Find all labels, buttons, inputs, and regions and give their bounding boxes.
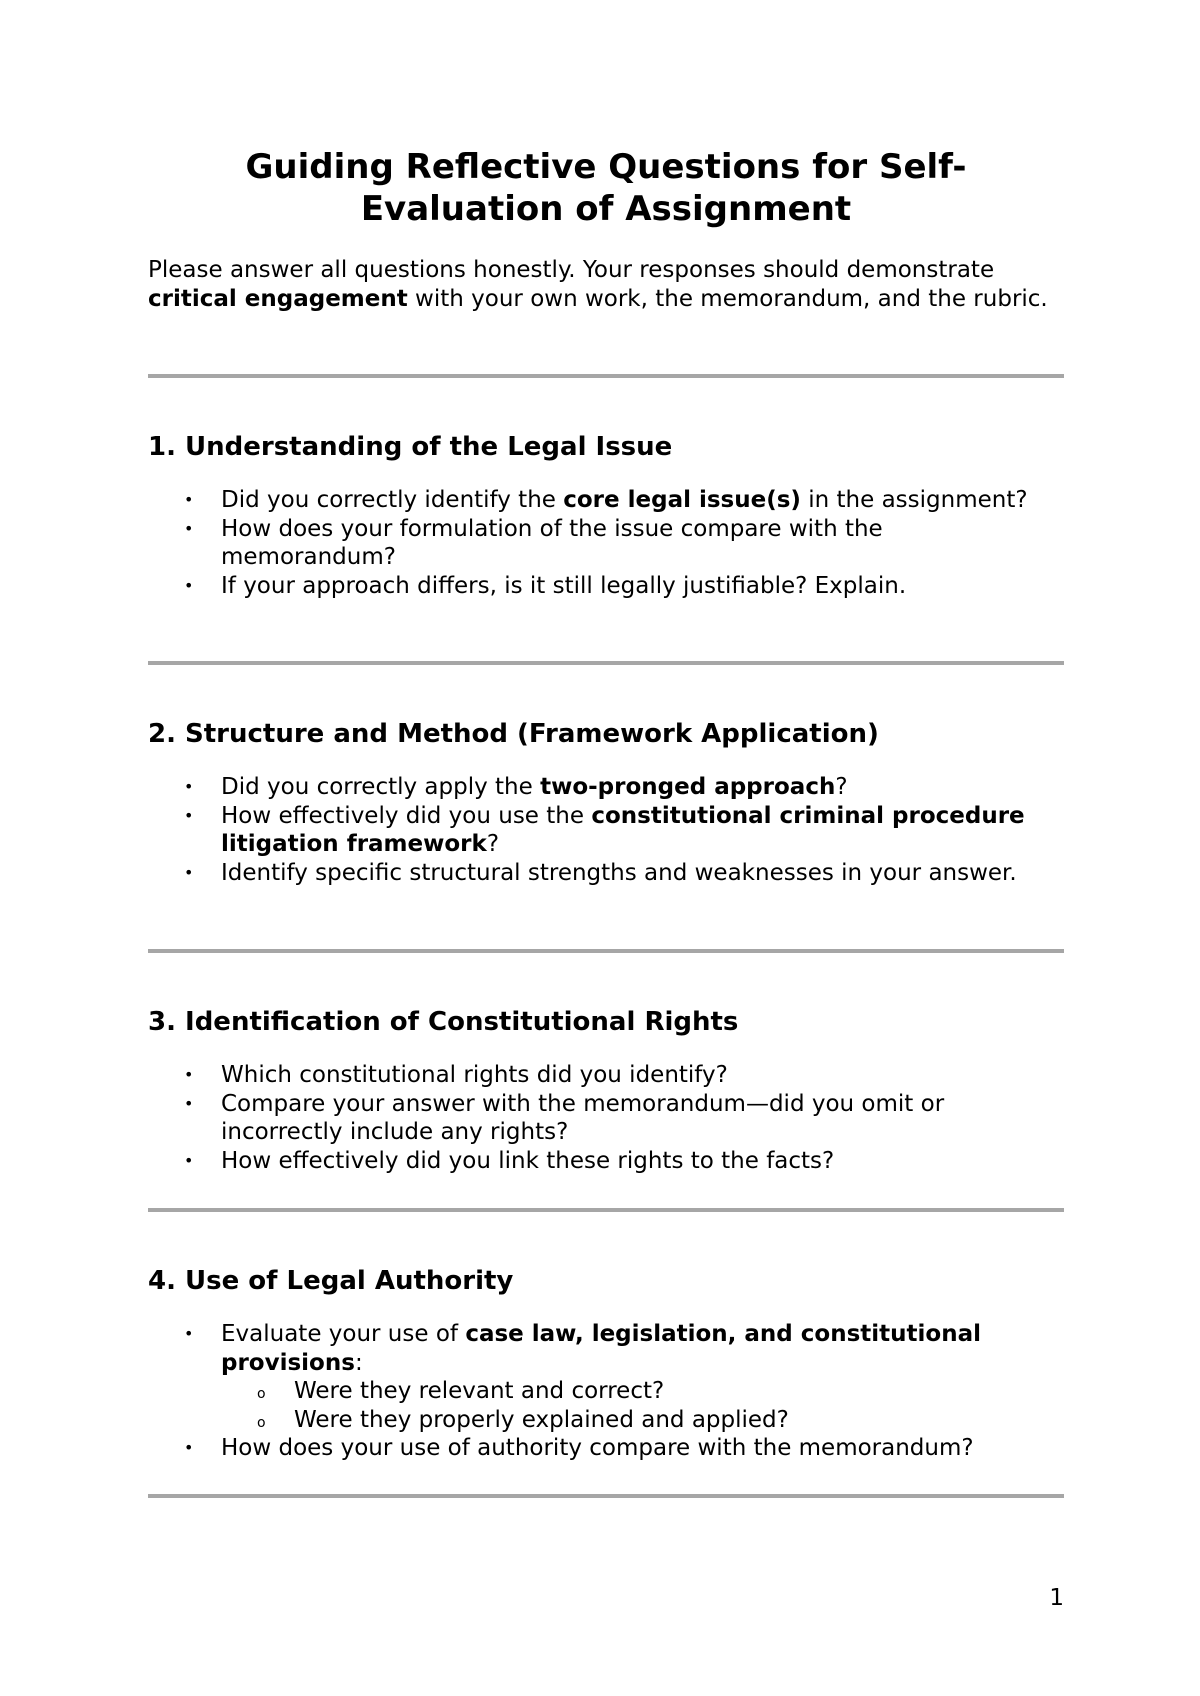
item-text: Identify specific structural strengths and weaknesses in your answer. — [221, 859, 1017, 886]
circle-bullet-icon: o — [257, 1414, 266, 1431]
divider — [148, 1494, 1064, 1498]
item-text: How does your use of authority compare with the memorandum? — [221, 1435, 974, 1461]
divider — [148, 661, 1064, 665]
intro-paragraph — [148, 256, 1064, 314]
bullet-icon: • — [184, 862, 194, 882]
item-text: ? — [835, 774, 848, 800]
item-text: How does your formulation of the issue compare with the memorandum? — [221, 515, 883, 570]
section-structure-method — [148, 718, 1064, 887]
list-item — [148, 1320, 1064, 1434]
document-page — [148, 0, 1064, 1696]
section-heading: 2. Structure and Method (Framework Application) — [148, 719, 879, 749]
item-bold: constitutional criminal procedure litigation framework — [221, 802, 1025, 857]
sub-list-item — [221, 1406, 1064, 1435]
item-text: Compare your answer with the memorandum—did you omit or incorrectly include any rights? — [221, 1090, 945, 1145]
divider — [148, 1208, 1064, 1212]
intro-text-1: Please answer all questions honestly. Your responses should demonstrate — [148, 257, 995, 283]
section-heading: 1. Understanding of the Legal Issue — [148, 432, 673, 462]
list-item — [148, 1147, 1064, 1176]
bullet-icon: • — [184, 805, 194, 825]
document-title — [148, 146, 1064, 230]
sub-list-item — [221, 1377, 1064, 1406]
item-text: If your approach differs, is it still legally justifiable? Explain. — [221, 572, 907, 599]
circle-bullet-icon: o — [257, 1386, 266, 1402]
item-bold: two-pronged approach — [540, 774, 836, 800]
title-line-1: Guiding Reflective Questions for Self- — [245, 147, 967, 187]
bullet-icon: • — [184, 1065, 194, 1084]
item-text: : — [354, 1349, 363, 1376]
bullet-icon: • — [184, 490, 194, 509]
bullet-list — [148, 1061, 1064, 1175]
list-item — [148, 1061, 1064, 1090]
divider — [148, 949, 1064, 953]
bullet-icon: • — [184, 1324, 194, 1343]
section-heading: 4. Use of Legal Authority — [148, 1266, 514, 1296]
bullet-icon: • — [184, 1093, 194, 1113]
list-item — [148, 859, 1064, 888]
intro-bold: critical engagement — [148, 286, 408, 312]
item-bold: core legal issue(s) — [563, 487, 801, 513]
item-text: How effectively did you use the — [221, 802, 592, 829]
item-text: Did you correctly apply the — [221, 774, 541, 800]
bullet-list — [148, 1320, 1064, 1463]
list-item — [148, 515, 1064, 572]
list-item — [148, 773, 1064, 802]
bullet-list — [148, 486, 1064, 600]
bullet-list — [148, 773, 1064, 887]
item-text: Did you correctly identify the — [221, 487, 564, 513]
bullet-icon: • — [184, 518, 194, 538]
list-item — [148, 802, 1064, 859]
item-text: Were they relevant and correct? — [294, 1378, 665, 1404]
item-text: ? — [486, 831, 500, 857]
section-heading: 3. Identification of Constitutional Rights — [148, 1007, 739, 1037]
list-item — [148, 1090, 1064, 1147]
item-text: in the assignment? — [800, 487, 1028, 513]
item-text: How effectively did you link these rights to the facts? — [221, 1147, 835, 1174]
sub-bullet-list — [221, 1377, 1064, 1434]
section-constitutional-rights — [148, 1006, 1064, 1175]
item-bold: case law, legislation, and constitutional provisions — [221, 1321, 981, 1376]
list-item — [148, 1434, 1064, 1463]
divider — [148, 374, 1064, 378]
item-text: Which constitutional rights did you identify? — [221, 1062, 728, 1088]
page-number: 1 — [1049, 1585, 1064, 1611]
item-text: Evaluate your use of — [221, 1321, 466, 1347]
bullet-icon: • — [184, 575, 194, 595]
section-legal-issue — [148, 431, 1064, 600]
section-legal-authority — [148, 1265, 1064, 1463]
bullet-icon: • — [184, 1438, 194, 1457]
item-text: Were they properly explained and applied? — [294, 1406, 789, 1433]
title-line-2: Evaluation of Assignment — [360, 189, 852, 229]
list-item — [148, 572, 1064, 601]
bullet-icon: • — [184, 1150, 194, 1170]
bullet-icon: • — [184, 777, 194, 796]
intro-text-2: with your own work, the memorandum, and the rubric. — [407, 286, 1048, 312]
list-item — [148, 486, 1064, 515]
